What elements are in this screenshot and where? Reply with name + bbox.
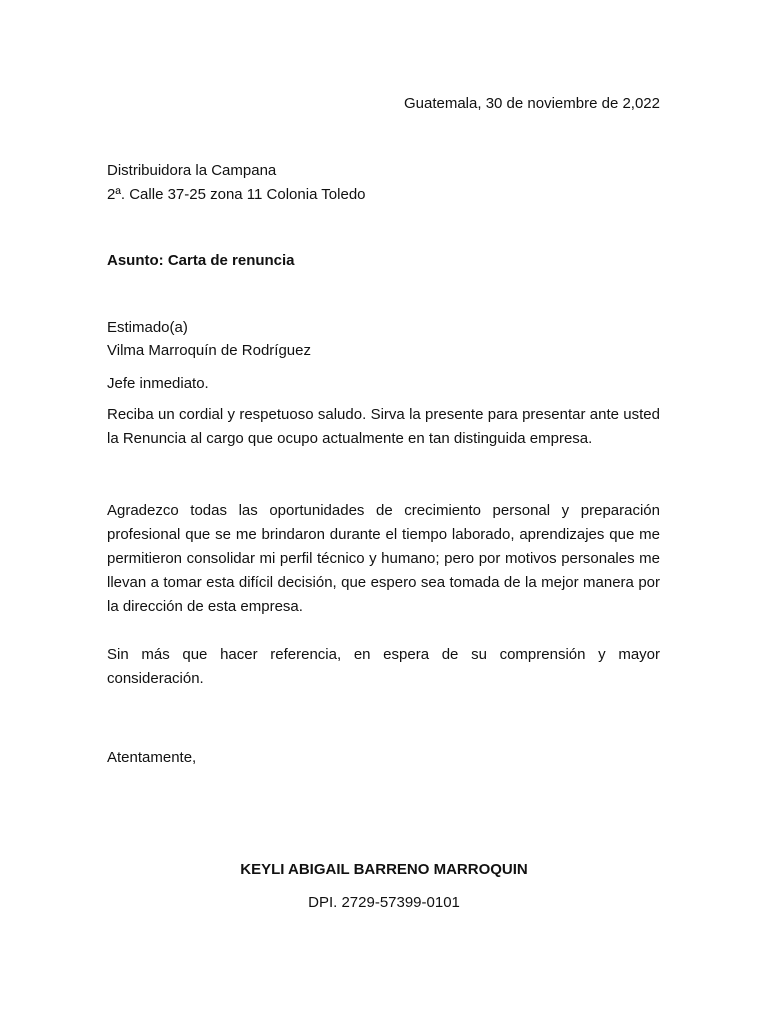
paragraph-closing: Sin más que hacer referencia, en espera de su comprensión y mayor consideración. xyxy=(107,646,660,687)
date-line: Guatemala, 30 de noviembre de 2,022 xyxy=(403,95,660,112)
paragraph-gratitude: Agradezco todas las oportunidades de crecimiento personal y preparación profesional que se me brindaron durante el tiempo laborado, aprendizajes que me permitieron consolidar mi perfil técnico y humano; pero por motivos personales me llevan a tomar esta difícil decisión, que espero sea tomada de la mejor manera por la dirección de esta empresa. xyxy=(107,502,660,615)
signer-name: KEYLI ABIGAIL BARRENO MARROQUIN xyxy=(240,861,528,878)
closing-phrase: Atentamente, xyxy=(107,749,197,766)
recipient-company: Distribuidora la Campana xyxy=(107,162,277,179)
recipient-address: 2ª. Calle 37-25 zona 11 Colonia Toledo xyxy=(107,186,366,203)
recipient-title: Jefe inmediato. xyxy=(107,375,209,392)
subject-line: Asunto: Carta de renuncia xyxy=(107,252,295,269)
recipient-name: Vilma Marroquín de Rodríguez xyxy=(107,342,311,359)
paragraph-intro: Reciba un cordial y respetuoso saludo. Sirva la presente para presentar ante usted la Renuncia al cargo que ocupo actualmente en tan distinguida empresa. xyxy=(107,406,660,447)
signer-id: DPI. 2729-57399-0101 xyxy=(308,894,460,911)
salutation: Estimado(a) xyxy=(107,319,188,336)
